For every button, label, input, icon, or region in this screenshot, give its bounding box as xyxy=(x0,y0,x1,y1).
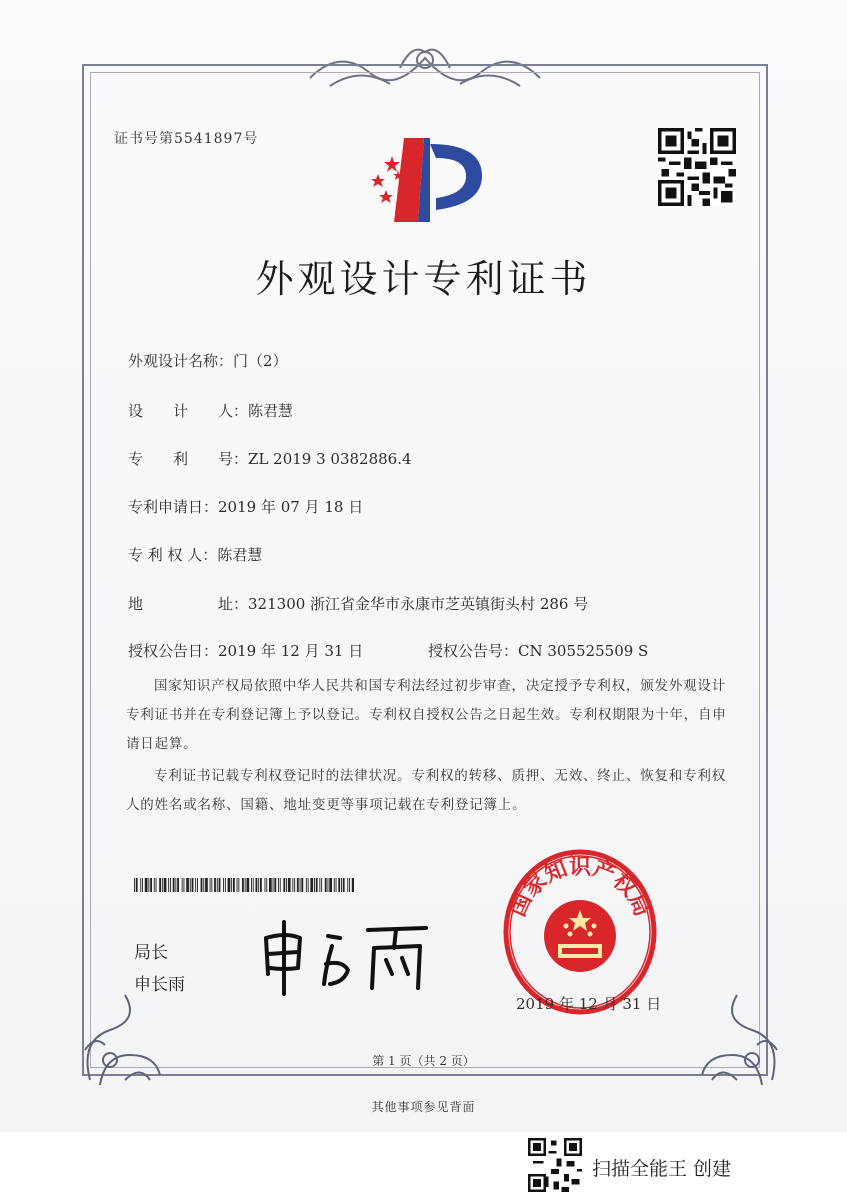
patentee-value: 陈君慧 xyxy=(217,546,263,564)
announce-number-label: 授权公告号： xyxy=(428,642,519,660)
filing-date-label: 专利申请日： xyxy=(128,498,219,516)
certificate-number: 证书号第5541897号 xyxy=(114,131,259,147)
design-name-value: 门（2） xyxy=(233,352,288,370)
scanner-qr-code xyxy=(528,1138,582,1192)
announce-number-value: CN 305525509 S xyxy=(518,642,649,660)
address-row xyxy=(128,593,588,614)
qr-code xyxy=(658,128,736,206)
bottom-right-ornament xyxy=(682,980,792,1090)
address-label: 地 址： xyxy=(128,595,249,613)
footer-note: 其他事项参见背面 xyxy=(371,1100,476,1114)
director-signature xyxy=(256,908,436,998)
director-title: 局长 xyxy=(134,943,168,963)
patent-number-row xyxy=(128,448,412,469)
patent-number-value: ZL 2019 3 0382886.4 xyxy=(248,450,412,468)
bottom-left-ornament xyxy=(70,980,180,1090)
designer-row xyxy=(128,400,293,421)
announce-date-value: 2019 年 12 月 31 日 xyxy=(218,642,364,660)
paragraph-grant: 国家知识产权局依照中华人民共和国专利法经过初步审查，决定授予专利权，颁发外观设计专利证书并在专利登记簿上予以登记。专利权自授权公告之日起生效。专利权期限为十年，自申请日起算。 xyxy=(126,678,727,752)
patentee-label: 专 利 权 人： xyxy=(128,546,218,564)
filing-date-row xyxy=(128,496,363,517)
page-number: 第 1 页（共 2 页） xyxy=(372,1054,475,1068)
announce-date-label: 授权公告日： xyxy=(128,642,219,660)
patent-office-logo xyxy=(364,130,488,226)
address-value: 321300 浙江省金华市永康市芝英镇街头村 286 号 xyxy=(248,595,589,613)
design-name-row xyxy=(128,350,288,371)
patent-number-label: 专 利 号： xyxy=(128,450,249,468)
barcode xyxy=(134,878,354,892)
patentee-row xyxy=(128,544,262,565)
paragraph-legal-status: 专利证书记载专利权登记时的法律状况。专利权的转移、质押、无效、终止、恢复和专利权人的姓名或名称、国籍、地址变更等事项记载在专利登记簿上。 xyxy=(126,768,726,813)
certificate-title: 外观设计专利证书 xyxy=(255,257,592,301)
designer-value: 陈君慧 xyxy=(248,402,294,420)
seal-text: 国家知识产权局 xyxy=(505,855,655,921)
director-name: 申长雨 xyxy=(134,975,185,995)
announce-number-row xyxy=(428,640,648,661)
scanner-watermark-text: 扫描全能王 创建 xyxy=(592,1158,732,1180)
designer-label: 设 计 人： xyxy=(128,402,249,420)
filing-date-value: 2019 年 07 月 18 日 xyxy=(218,498,364,516)
seal-date: 2019 年 12 月 31 日 xyxy=(516,995,662,1013)
design-name-label: 外观设计名称： xyxy=(128,352,234,370)
announce-date-row xyxy=(128,640,363,661)
